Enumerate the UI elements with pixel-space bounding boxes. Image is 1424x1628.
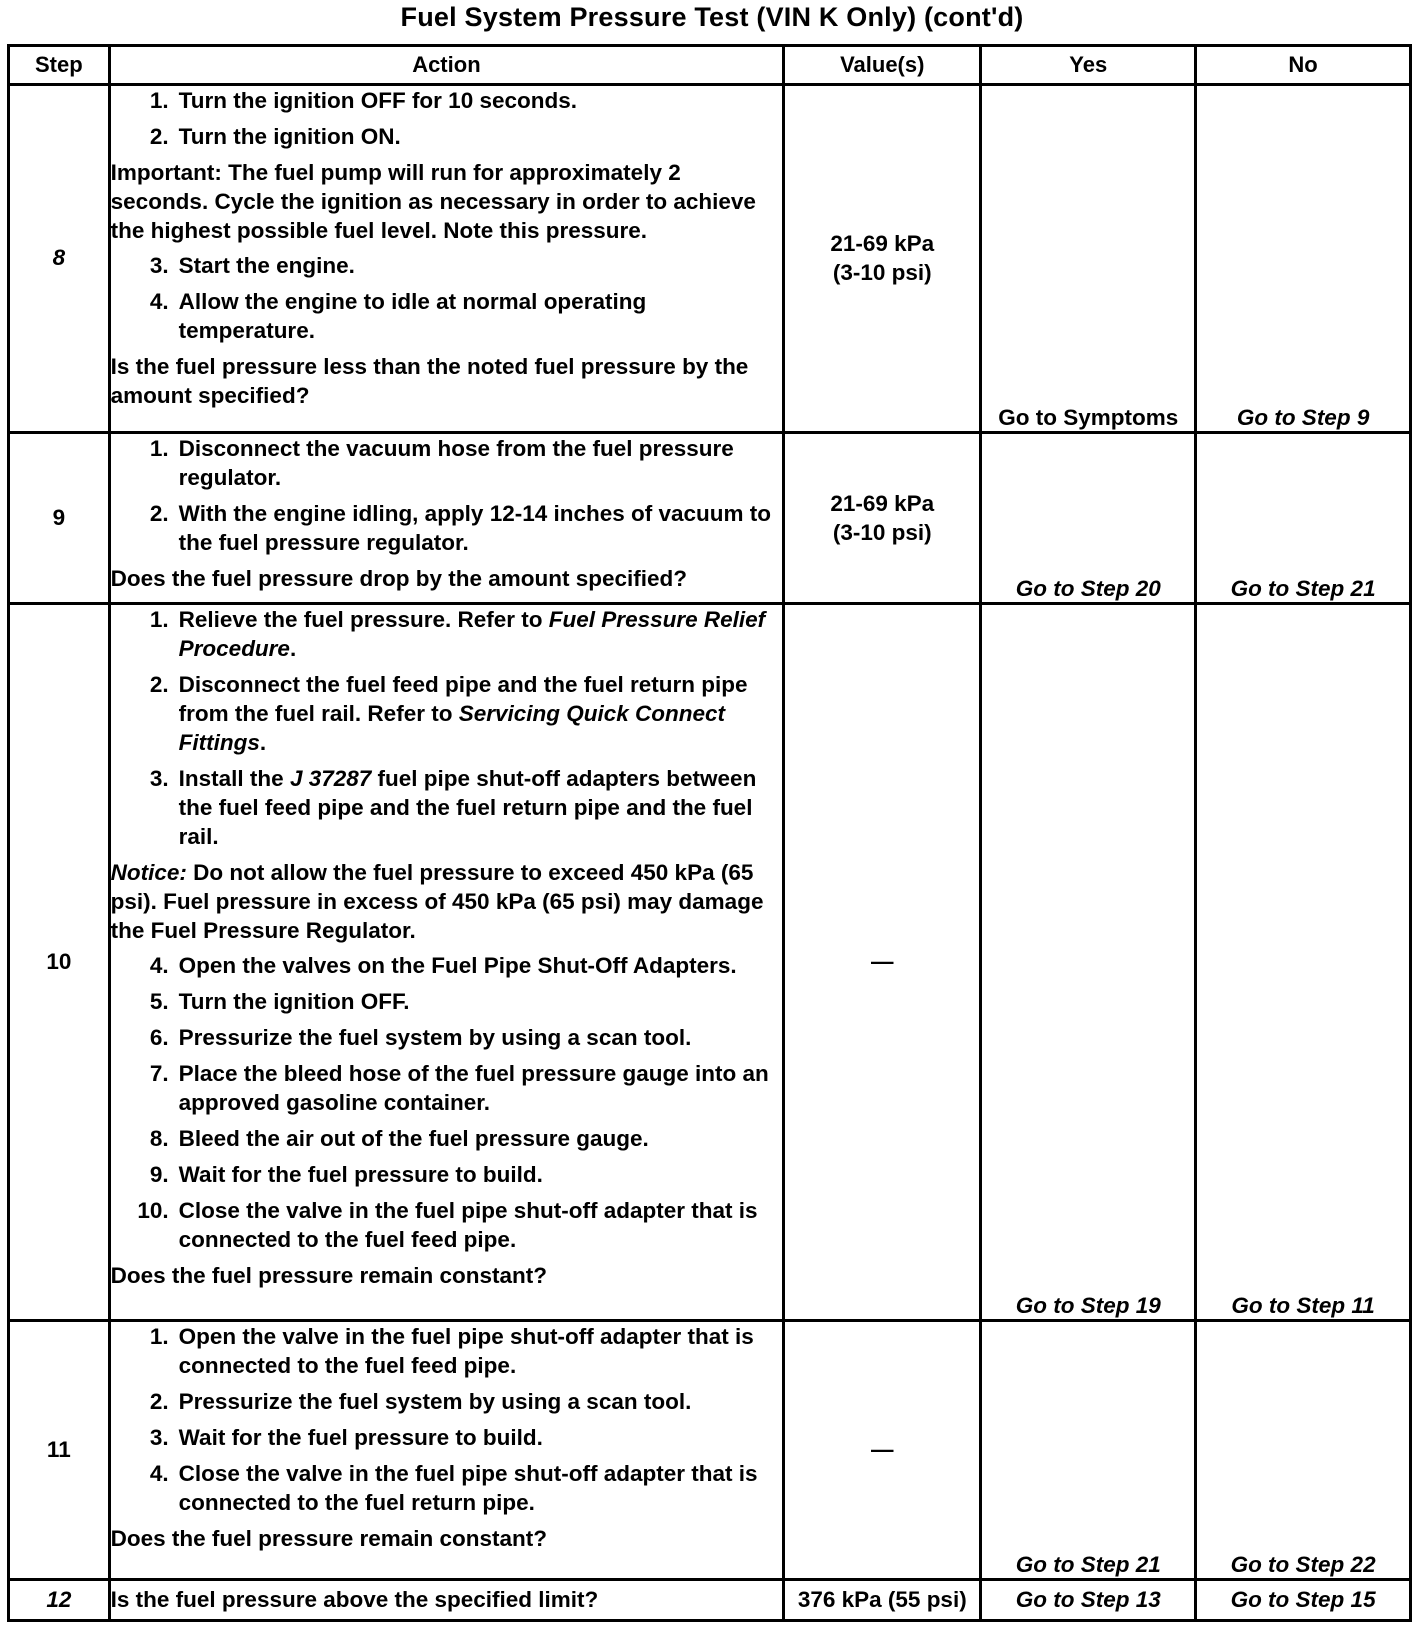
step-number: 12 xyxy=(9,1579,110,1620)
action-step: 3. Install the J 37287 fuel pipe shut-off adapters between the fuel feed pipe and the fuel return pipe and the fuel rail. xyxy=(149,766,757,850)
action-cell xyxy=(109,604,784,1321)
action-step: 3. Start the engine. xyxy=(149,253,355,278)
action-step: 4. Open the valves on the Fuel Pipe Shut-Off Adapters. xyxy=(149,953,737,979)
action-step: 2. Disconnect the fuel feed pipe and the fuel return pipe from the fuel rail. Refer to Servicing Quick Connect Fittings. xyxy=(149,672,748,756)
action-step: 2. With the engine idling, apply 12-14 inches of vacuum to the fuel pressure regulator. xyxy=(149,500,772,555)
yes-cell: Go to Step 20 xyxy=(981,432,1196,604)
action-step: 2. Turn the ignition ON. xyxy=(149,124,401,149)
reference-link: Servicing Quick Connect Fittings xyxy=(178,701,726,756)
value-cell: 21-69 kPa (3-10 psi) xyxy=(784,432,981,604)
action-question: Does the fuel pressure remain constant? xyxy=(110,1525,548,1551)
yes-cell: Go to Step 13 xyxy=(981,1579,1196,1620)
no-cell: Go to Step 9 xyxy=(1196,85,1411,433)
action-step: 1. Turn the ignition OFF for 10 seconds. xyxy=(149,88,577,113)
notice-note: Notice: Do not allow the fuel pressure to exceed 450 kPa (65 psi). Fuel pressure in excess of 450 kPa (65 psi) may damage the Fuel Pressure Regulator. xyxy=(110,860,764,944)
important-note: Important: The fuel pump will run for approximately 2 seconds. Cycle the ignition as necessary in order to achieve the highest possible fuel level. Note this pressure. xyxy=(110,160,756,243)
table-row-step-8 xyxy=(9,85,1411,433)
no-cell: Go to Step 11 xyxy=(1196,604,1411,1321)
action-step: 10. Close the valve in the fuel pipe shut-off adapter that is connected to the fuel feed pipe. xyxy=(137,1198,758,1253)
step-number: 11 xyxy=(9,1320,110,1579)
value-cell: — xyxy=(784,604,981,1321)
value-cell: 376 kPa (55 psi) xyxy=(784,1579,981,1620)
header-yes: Yes xyxy=(981,46,1196,85)
action-cell xyxy=(109,432,784,604)
table-row-step-12 xyxy=(9,1579,1411,1620)
no-cell: Go to Step 22 xyxy=(1196,1320,1411,1579)
header-no: No xyxy=(1196,46,1411,85)
action-step: 4. Allow the engine to idle at normal operating temperature. xyxy=(149,289,647,343)
action-step: 2. Pressurize the fuel system by using a scan tool. xyxy=(149,1388,692,1414)
table-row-step-11 xyxy=(9,1320,1411,1579)
action-cell xyxy=(109,1320,784,1579)
action-step: 5. Turn the ignition OFF. xyxy=(149,989,410,1015)
table-row-step-10 xyxy=(9,604,1411,1321)
action-step: 7. Place the bleed hose of the fuel pressure gauge into an approved gasoline container. xyxy=(149,1061,769,1116)
page-title: Fuel System Pressure Test (VIN K Only) (cont'd) xyxy=(400,2,1024,32)
yes-cell: Go to Symptoms xyxy=(981,85,1196,433)
step-number: 10 xyxy=(9,604,110,1321)
action-question: Is the fuel pressure above the specified limit? xyxy=(109,1579,784,1620)
procedure-table xyxy=(7,44,1412,1622)
header-step: Step xyxy=(9,46,110,85)
action-question: Is the fuel pressure less than the noted fuel pressure by the amount specified? xyxy=(110,354,749,408)
header-action: Action xyxy=(109,46,784,85)
step-number: 9 xyxy=(9,432,110,604)
header-values: Value(s) xyxy=(784,46,981,85)
action-step: 9. Wait for the fuel pressure to build. xyxy=(149,1162,543,1188)
action-step: 4. Close the valve in the fuel pipe shut-off adapter that is connected to the fuel return pipe. xyxy=(149,1460,758,1515)
action-cell xyxy=(109,85,784,433)
step-number: 8 xyxy=(9,85,110,433)
table-row-step-9 xyxy=(9,432,1411,604)
yes-cell: Go to Step 19 xyxy=(981,604,1196,1321)
action-step: 1. Open the valve in the fuel pipe shut-off adapter that is connected to the fuel feed pipe. xyxy=(149,1323,754,1378)
reference-link: Fuel Pressure Relief Procedure xyxy=(178,607,766,662)
value-cell: — xyxy=(784,1320,981,1579)
action-step: 3. Wait for the fuel pressure to build. xyxy=(149,1424,543,1450)
no-cell: Go to Step 15 xyxy=(1196,1579,1411,1620)
tool-reference: J 37287 xyxy=(289,766,372,792)
action-step: 1. Relieve the fuel pressure. Refer to Fuel Pressure Relief Procedure. xyxy=(149,607,766,662)
action-step: 1. Disconnect the vacuum hose from the fuel pressure regulator. xyxy=(149,435,734,490)
no-cell: Go to Step 21 xyxy=(1196,432,1411,604)
value-cell: 21-69 kPa (3-10 psi) xyxy=(784,85,981,433)
action-question: Does the fuel pressure remain constant? xyxy=(110,1263,548,1289)
yes-cell: Go to Step 21 xyxy=(981,1320,1196,1579)
action-question: Does the fuel pressure drop by the amount specified? xyxy=(110,565,688,591)
action-step: 6. Pressurize the fuel system by using a scan tool. xyxy=(149,1025,692,1051)
table-header-row xyxy=(9,46,1411,85)
action-step: 8. Bleed the air out of the fuel pressure gauge. xyxy=(149,1126,649,1152)
